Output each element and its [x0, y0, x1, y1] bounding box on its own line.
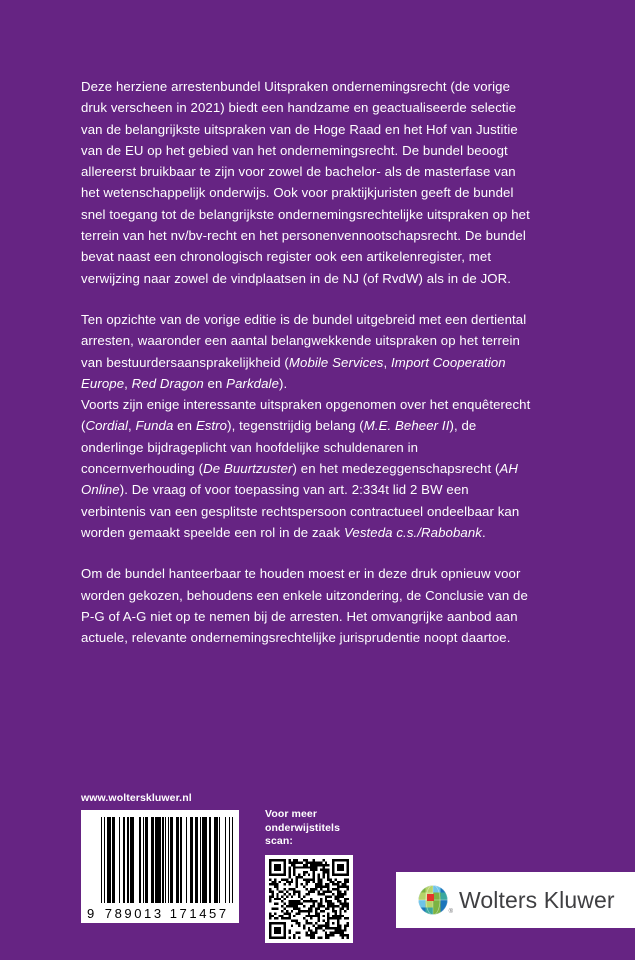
blurb-text: ,	[383, 354, 392, 370]
barcode-bar	[202, 817, 206, 903]
blurb-text: ), de onderlinge bijdrageplicht van hoofdelijke schuldenaren in concernverhouding (	[81, 418, 477, 477]
case-name: Red Dragon	[131, 375, 204, 391]
blurb-text: ).	[279, 375, 288, 391]
barcode-bar	[168, 817, 169, 903]
blurb-text: ). De vraag of voor toepassing van art. 2:334t lid 2 BW een verbintenis van een gesplitste rechtspersoon contractueel ondeelbaar kan worden gemaakt speelde een rol in de zaak	[81, 482, 520, 540]
blurb-text: en	[203, 375, 227, 391]
case-name: Cordial	[85, 418, 128, 434]
case-name: Vesteda c.s./Rabobank	[344, 524, 482, 540]
blurb-text: en	[173, 418, 196, 434]
barcode-bar	[170, 817, 173, 903]
blurb-text: Om de bundel hanteerbaar te houden moest er in deze druk opnieuw voor worden gekozen, behoudens een enkele uitzondering, de Conclusie van de P-G of A-G niet op te nemen bij de arresten. Het omvangrijke aanbod aan actuele, relevante ondernemingsrechtelijke jurisprudentie noopt daartoe.	[81, 566, 528, 646]
barcode-bar	[200, 817, 201, 903]
publisher-logo	[396, 872, 635, 928]
barcode-bar	[180, 817, 181, 903]
case-name: M.E. Beheer II	[363, 418, 450, 434]
blurb-paragraph-1	[81, 76, 533, 289]
barcode-bar	[190, 817, 193, 903]
qr-label-line-3: scan:	[265, 835, 293, 847]
registered-trademark-icon: ®	[448, 909, 453, 915]
case-name: Parkdale	[226, 375, 280, 391]
blurb-text: Ten opzichte van de vorige editie is de bundel uitgebreid met een dertiental arresten, waaronder een aantal belangwekkende uitspraken op het terrein van bestuurdersaansprakelijkheid (	[81, 311, 527, 370]
barcode-bar	[104, 817, 105, 903]
barcode-bar	[127, 817, 128, 903]
qr-label-line-1: Voor meer	[265, 808, 318, 820]
blurb-text: .	[481, 524, 486, 540]
barcode-bar	[209, 817, 210, 903]
publisher-website-url[interactable]: www.wolterskluwer.nl	[81, 792, 192, 804]
barcode-bar	[143, 817, 144, 903]
qr-promo-block	[265, 808, 353, 943]
blurb-paragraph-4	[81, 563, 533, 648]
case-name: Funda	[135, 418, 174, 434]
isbn-barcode	[81, 810, 239, 923]
barcode-digits	[87, 905, 235, 921]
wolters-kluwer-globe-icon	[418, 885, 453, 915]
barcode-bar	[112, 817, 115, 903]
blurb-paragraph-3	[81, 394, 533, 543]
barcode-bar	[219, 817, 220, 903]
barcode-bar	[155, 817, 161, 903]
blurb-text: ,	[127, 418, 136, 434]
barcode-bar	[232, 817, 233, 903]
qr-label-line-2: onderwijstitels	[265, 821, 341, 834]
case-name: Import Cooperation Europe	[81, 354, 506, 391]
barcode-bar	[165, 817, 166, 903]
barcode-bar	[101, 817, 102, 903]
barcode-bar	[225, 817, 226, 903]
barcode-bar	[151, 817, 154, 903]
blurb-text: Deze herziene arrestenbundel Uitspraken ondernemingsrecht (de vorige druk verscheen in 2021) biedt een handzame en geactualiseerde selectie van de belangrijkste uitspraken van de Hoge Raad en het Hof van Justitie van de EU op het gebied van het ondernemingsrecht. De bundel beoogt allereerst bruikbaar te zijn voor zowel de bachelor- als de masterfase van het wetenschappelijk onderwijs. Ook voor praktijkjuristen geeft de bundel snel toegang tot de belangrijkste ondernemingsrechtelijke uitspraken op het terrein van het nv/bv-recht en het personenvennootschapsrecht. De bundel bevat naast een chronologisch register ook een artikelenregister, met verwijzing naar zowel de vindplaatsen in de NJ (of RvdW) als in de JOR.	[81, 79, 530, 286]
blurb-paragraph-2	[81, 309, 533, 394]
qr-label	[265, 808, 353, 849]
barcode-bar	[123, 817, 124, 903]
barcode-lead-digit: 9	[87, 905, 95, 921]
blurb-text: ), tegenstrijdig belang (	[227, 418, 364, 434]
barcode-bar	[214, 817, 218, 903]
barcode-left-group: 789013	[104, 905, 164, 921]
case-name: Estro	[195, 418, 228, 434]
qr-code-icon[interactable]	[265, 855, 353, 943]
blurb-text: ,	[124, 375, 132, 391]
back-cover-blurb	[81, 76, 533, 668]
blurb-text: ) en het medezeggenschapsrecht (	[292, 461, 500, 477]
barcode-bar	[176, 817, 179, 903]
case-name: De Buurtzuster	[203, 461, 293, 477]
barcode-bar	[119, 817, 120, 903]
barcode-bar	[195, 817, 198, 903]
case-name: AH Online	[81, 461, 519, 498]
cover-footer	[0, 788, 635, 960]
publisher-name: Wolters Kluwer	[459, 886, 615, 913]
barcode-bar	[186, 817, 187, 903]
barcode-bar	[145, 817, 148, 903]
case-name: Mobile Services	[288, 354, 384, 370]
barcode-bar	[107, 817, 111, 903]
barcode-bar	[229, 817, 230, 903]
barcode-right-group: 171457	[169, 905, 229, 921]
barcode-bars	[101, 817, 233, 903]
blurb-text: Voorts zijn enige interessante uitspraken opgenomen over het enquêterecht (	[81, 397, 531, 434]
barcode-bar	[162, 817, 163, 903]
barcode-bar	[130, 817, 134, 903]
barcode-bar	[139, 817, 142, 903]
